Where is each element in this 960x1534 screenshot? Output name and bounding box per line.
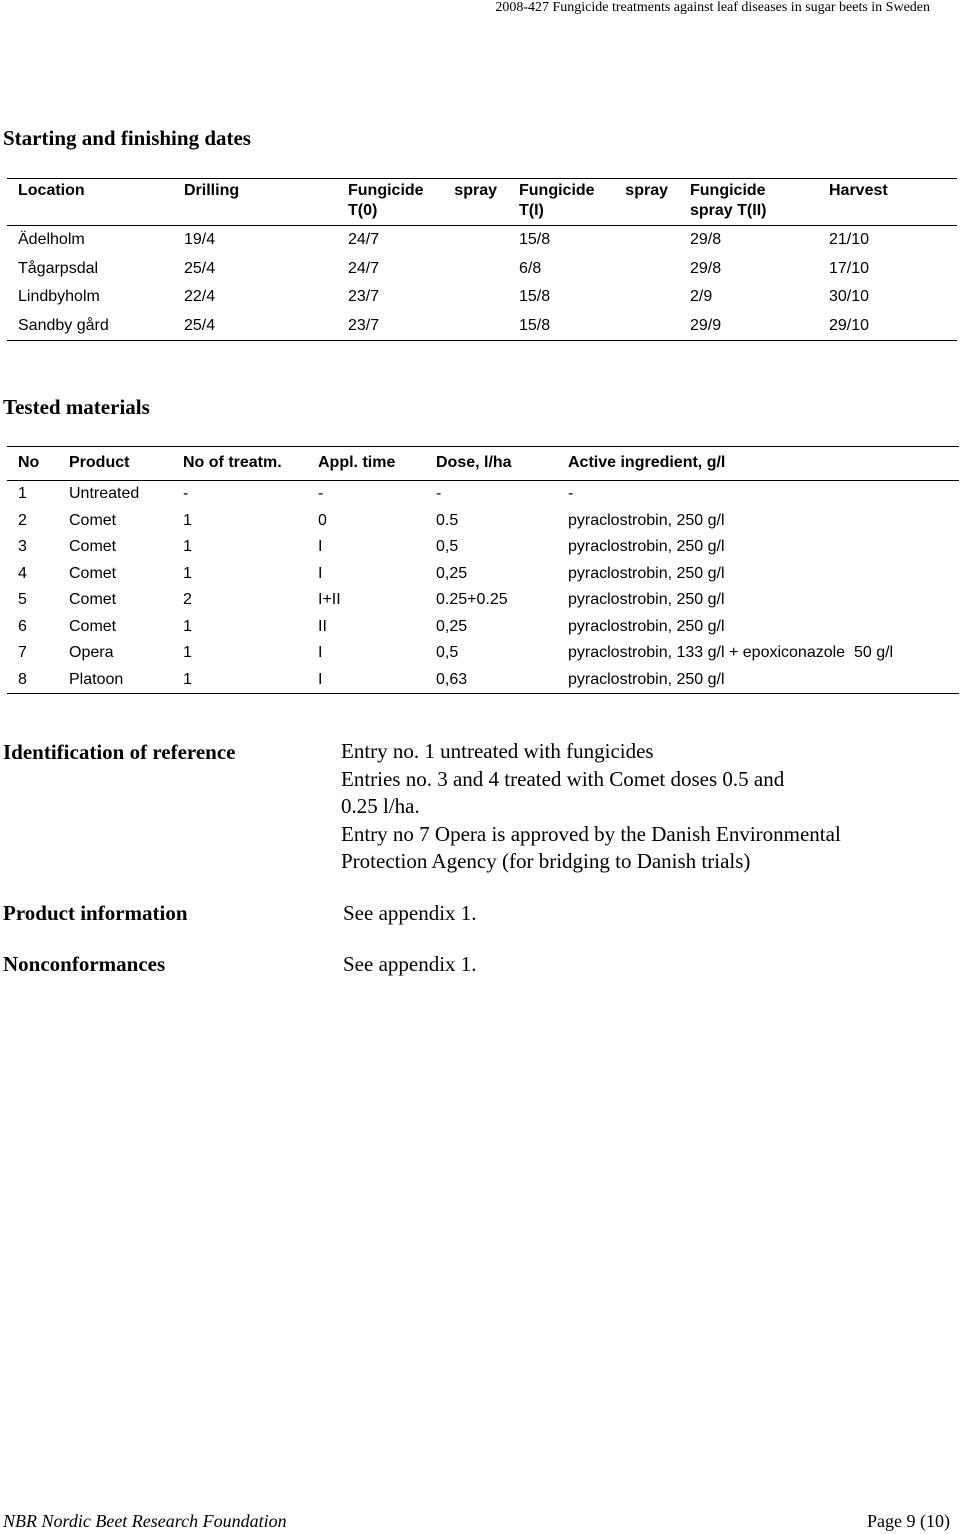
col-dose: Dose, l/ha (436, 454, 512, 471)
reference-text: Entry no. 1 untreated with fungicides Entries no. 3 and 4 treated with Comet doses 0.5 and 0.25 l/ha. Entry no 7 Opera is approved by the Danish Environmental Protection Agency (for bridging to Danish trials) (341, 739, 841, 873)
table-row: 8 Platoon 1 I 0,63 pyraclostrobin, 250 g/l (18, 670, 725, 688)
product-info-label: Product information (3, 901, 188, 925)
table-row: Ädelholm 19/4 24/7 15/8 29/8 21/10 (18, 231, 870, 248)
running-header: 2008-427 Fungicide treatments against leaf diseases in sugar beets in Sweden (495, 0, 930, 15)
materials-header-row (7, 447, 959, 481)
table-row: 4 Comet 1 I 0,25 pyraclostrobin, 250 g/l (18, 564, 725, 582)
col-spray-t2: Fungicide spray T(II) (690, 182, 767, 219)
col-appl-time: Appl. time (318, 454, 396, 471)
materials-table (7, 446, 959, 694)
nonconformances-label: Nonconformances (3, 952, 166, 976)
dates-table (7, 178, 957, 341)
reference-label: Identification of reference (3, 740, 236, 764)
footer-page-number: Page 9 (10) (867, 1511, 950, 1531)
col-harvest: Harvest (829, 182, 888, 199)
dates-heading: Starting and finishing dates (3, 126, 251, 150)
nonconformances-text: See appendix 1. (343, 952, 477, 976)
dates-header-row (7, 179, 957, 226)
col-spray-t0: Fungicide spray T(0) (348, 182, 497, 219)
col-spray-t1: Fungicide spray T(I) (519, 182, 668, 219)
footer-organization: NBR Nordic Beet Research Foundation (3, 1511, 287, 1531)
table-row: 1 Untreated - - - - (18, 485, 574, 502)
col-location: Location (18, 182, 85, 199)
table-row: Tågarpsdal 25/4 24/7 6/8 29/8 17/10 (18, 259, 870, 277)
table-row: Sandby gård 25/4 23/7 15/8 29/9 29/10 (18, 316, 870, 334)
table-row: 2 Comet 1 0 0.5 pyraclostrobin, 250 g/l (18, 511, 725, 529)
table-row: 5 Comet 2 I+II 0.25+0.25 pyraclostrobin, 250 g/l (18, 591, 725, 608)
product-info-text: See appendix 1. (343, 901, 477, 925)
table-row: 3 Comet 1 I 0,5 pyraclostrobin, 250 g/l (18, 538, 725, 555)
col-product: Product (69, 454, 130, 471)
table-row: 7 Opera 1 I 0,5 pyraclostrobin, 133 g/l + epoxiconazole 50 g/l (18, 644, 894, 661)
col-drilling: Drilling (184, 182, 240, 199)
col-no-of-treatm: No of treatm. (183, 454, 282, 471)
table-row: 6 Comet 1 II 0,25 pyraclostrobin, 250 g/l (18, 617, 725, 635)
materials-heading: Tested materials (3, 395, 150, 419)
col-no: No (18, 454, 40, 471)
col-active-ingredient: Active ingredient, g/l (568, 454, 726, 471)
table-row: Lindbyholm 22/4 23/7 15/8 2/9 30/10 (18, 288, 870, 305)
